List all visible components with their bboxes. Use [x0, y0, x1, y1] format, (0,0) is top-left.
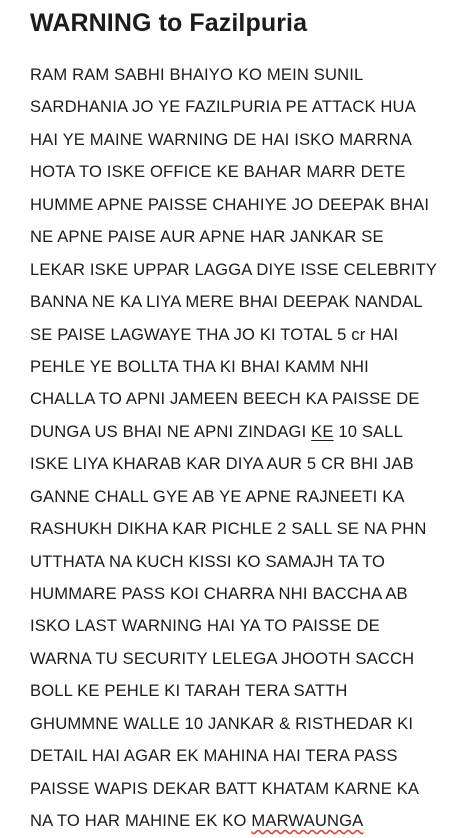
note-line: ISKO LAST WARNING HAI YA TO PAISSE DE: [30, 616, 380, 636]
note-line: WARNA TU SECURITY LELEGA JHOOTH SACCH: [30, 648, 415, 668]
note-body[interactable]: [30, 59, 450, 838]
note-line: HOTA TO ISKE OFFICE KE BAHAR MARR DETE: [30, 162, 406, 182]
note-line: HAI YE MAINE WARNING DE HAI ISKO MARRNA: [30, 129, 413, 149]
note-line: HUMME APNE PAISSE CHAHIYE JO DEEPAK BHAI: [30, 194, 430, 214]
note-line: PEHLE YE BOLLTA THA KI BHAI KAMM NHI: [30, 356, 369, 376]
note-line: LEKAR ISKE UPPAR LAGGA DIYE ISSE CELEBRITY: [30, 259, 438, 279]
spellcheck-flagged-word[interactable]: MARWAUNGA: [251, 811, 364, 831]
note-line-text: DUNGA US BHAI NE APNI ZINDAGI: [30, 421, 312, 441]
note-line: [30, 805, 450, 837]
note-line: PAISSE WAPIS DEKAR BATT KHATAM KARNE KA: [30, 778, 420, 798]
note-line: ISKE LIYA KHARAB KAR DIYA AUR 5 CR BHI JAB: [30, 454, 414, 474]
note-line: RAM RAM SABHI BHAIYO KO MEIN SUNIL: [30, 65, 364, 84]
note-line: CHALLA TO APNI JAMEEN BEECH KA PAISSE DE: [30, 389, 420, 409]
note-title[interactable]: WARNING to Fazilpuria: [30, 9, 308, 37]
underlined-word[interactable]: KE: [311, 421, 334, 441]
note-line: RASHUKH DIKHA KAR PICHLE 2 SALL SE NA PHN: [30, 519, 427, 539]
note-line: SARDHANIA JO YE FAZILPURIA PE ATTACK HUA: [30, 97, 416, 117]
note-line: HUMMARE PASS KOI CHARRA NHI BACCHA AB: [30, 584, 408, 603]
note-line: UTTHATA NA KUCH KISSI KO SAMAJH TA TO: [30, 551, 386, 571]
note-line: GANNE CHALL GYE AB YE APNE RAJNEETI KA: [30, 486, 405, 506]
note-line: [30, 416, 450, 448]
note-line-text: 10 SALL: [333, 421, 404, 441]
note-line: DETAIL HAI AGAR EK MAHINA HAI TERA PASS: [30, 746, 398, 766]
note-line: GHUMMNE WALLE 10 JANKAR & RISTHEDAR KI: [30, 713, 414, 733]
note-line: SE PAISE LAGWAYE THA JO KI TOTAL 5 cr HAI: [30, 324, 399, 344]
note-line: BANNA NE KA LIYA MERE BHAI DEEPAK NANDAL: [30, 292, 423, 312]
note-line-text: NA TO HAR MAHINE EK KO: [30, 811, 252, 831]
note-line: NE APNE PAISE AUR APNE HAR JANKAR SE: [30, 227, 384, 247]
note-line: BOLL KE PEHLE KI TARAH TERA SATTH: [30, 681, 348, 701]
